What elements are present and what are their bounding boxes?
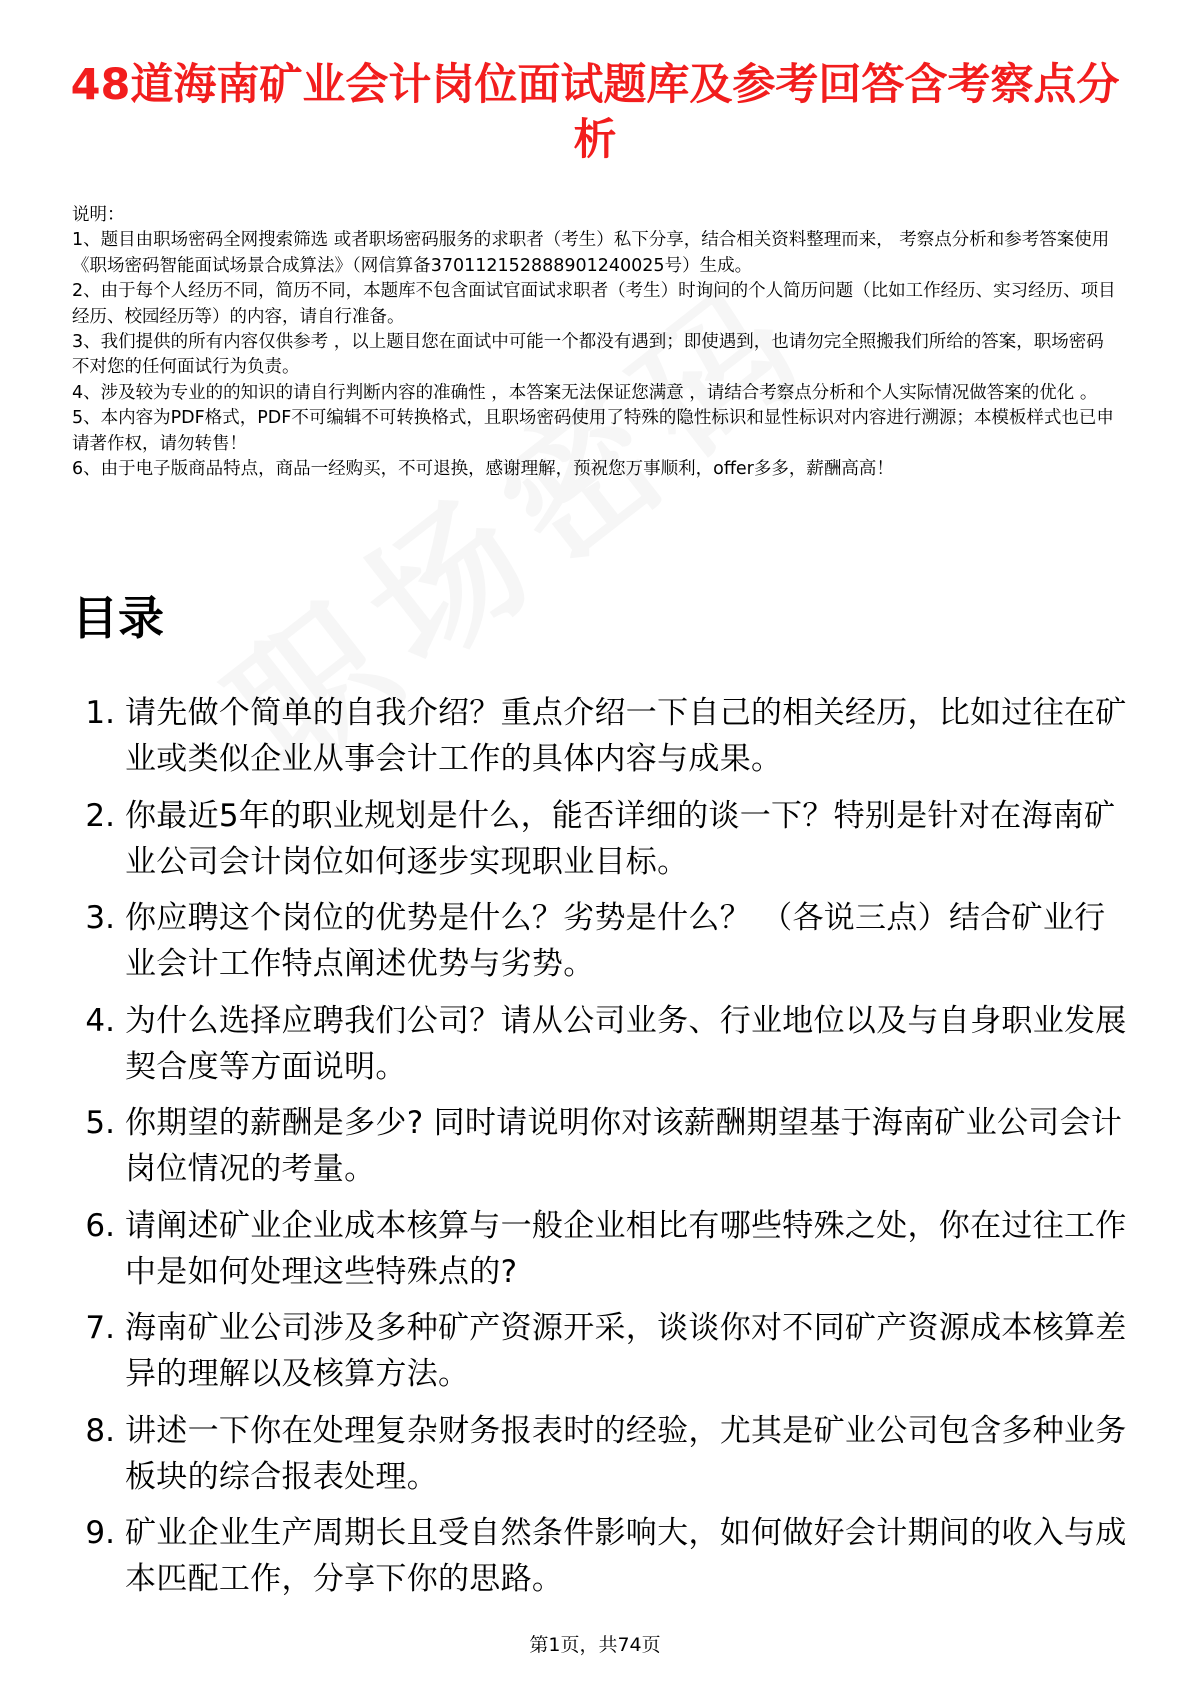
question-number: 4.: [85, 1002, 115, 1039]
question-list: [72, 690, 1132, 1613]
question-item: [72, 793, 1132, 896]
question-text: 你期望的薪酬是多少? 同时请说明你对该薪酬期望基于海南矿业公司会计岗位情况的考量。: [125, 1105, 1123, 1187]
notes-section: [72, 203, 1120, 482]
question-item: [72, 998, 1132, 1101]
question-item: [72, 1305, 1132, 1408]
note-item: 6、由于电子版商品特点，商品一经购买，不可退换，感谢理解，预祝您万事顺利，offer多多，薪酬高高！: [72, 459, 894, 480]
note-item: 2、由于每个人经历不同，简历不同，本题库不包含面试官面试求职者（考生）时询问的个人简历问题（比如工作经历、实习经历、项目经历、校园经历等）的内容，请自行准备。: [72, 281, 1116, 327]
note-item: 5、本内容为PDF格式，PDF不可编辑不可转换格式，且职场密码使用了特殊的隐性标识和显性标识对内容进行溯源；本模板样式也已申请著作权，请勿转售！: [72, 408, 1114, 454]
question-number: 8.: [85, 1412, 115, 1449]
note-item: 1、题目由职场密码全网搜索筛选 或者职场密码服务的求职者（考生）私下分享，结合相关资料整理而来， 考察点分析和参考答案使用《职场密码智能面试场景合成算法》（网信算备370112152888901240025号）生成。: [72, 230, 1110, 276]
toc-heading: 目录: [72, 591, 164, 645]
note-item: 3、我们提供的所有内容仅供参考 ，以上题目您在面试中可能一个都没有遇到；即使遇到，也请勿完全照搬我们所给的答案，职场密码不对您的任何面试行为负责。: [72, 332, 1104, 378]
question-text: 请先做个简单的自我介绍？重点介绍一下自己的相关经历，比如过往在矿业或类似企业从事会计工作的具体内容与成果。: [125, 695, 1127, 777]
question-number: 3.: [85, 900, 115, 936]
page-number: 第1页，共74页: [529, 1634, 661, 1656]
question-text: 矿业企业生产周期长且受自然条件影响大，如何做好会计期间的收入与成本匹配工作，分享下你的思路。: [125, 1515, 1127, 1597]
question-number: 5.: [85, 1105, 115, 1141]
question-item: [72, 1203, 1132, 1306]
question-text: 为什么选择应聘我们公司？请从公司业务、行业地位以及与自身职业发展契合度等方面说明。: [125, 1002, 1127, 1085]
question-item: [72, 1510, 1132, 1613]
question-number: 1.: [85, 695, 115, 731]
question-number: 7.: [85, 1310, 115, 1346]
question-number: 2.: [85, 797, 115, 834]
question-item: [72, 1100, 1132, 1203]
question-number: 6.: [85, 1207, 115, 1244]
question-item: [72, 690, 1132, 793]
question-text: 讲述一下你在处理复杂财务报表时的经验，尤其是矿业公司包含多种业务板块的综合报表处理。: [125, 1412, 1127, 1495]
question-text: 你最近5年的职业规划是什么，能否详细的谈一下？特别是针对在海南矿业公司会计岗位如何逐步实现职业目标。: [125, 797, 1116, 880]
notes-heading: 说明：: [72, 205, 125, 225]
question-text: 你应聘这个岗位的优势是什么？劣势是什么？ （各说三点）结合矿业行业会计工作特点阐述优势与劣势。: [125, 900, 1106, 982]
question-text: 请阐述矿业企业成本核算与一般企业相比有哪些特殊之处，你在过往工作中是如何处理这些特殊点的?: [125, 1207, 1127, 1290]
question-item: [72, 1408, 1132, 1511]
question-item: [72, 895, 1132, 998]
note-item: 4、涉及较为专业的的知识的请自行判断内容的准确性 ，本答案无法保证您满意 ，请结合考察点分析和个人实际情况做答案的优化 。: [72, 382, 1098, 403]
question-text: 海南矿业公司涉及多种矿产资源开采，谈谈你对不同矿产资源成本核算差异的理解以及核算方法。: [125, 1310, 1127, 1392]
document-title: 48道海南矿业会计岗位面试题库及参考回答含考察点分析: [70, 60, 1120, 165]
question-number: 9.: [85, 1515, 115, 1551]
